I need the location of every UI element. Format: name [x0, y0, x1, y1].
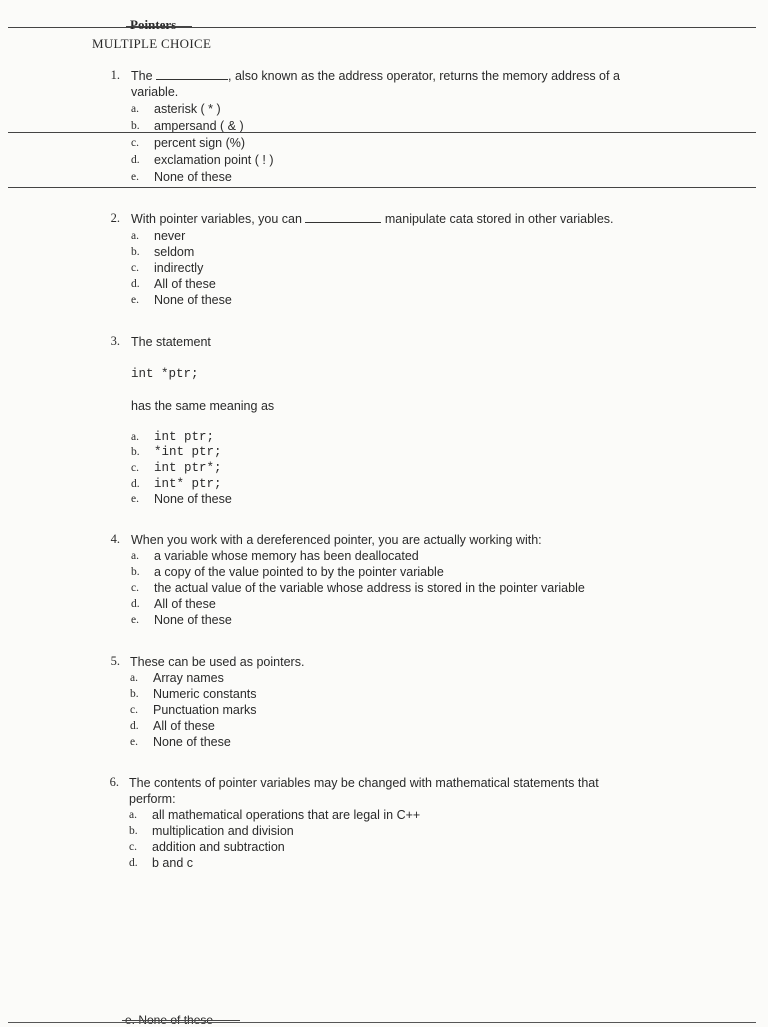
option-text: None of these [154, 613, 232, 627]
cutoff-option: e. None of these [125, 1013, 214, 1027]
option-code: int ptr*; [154, 461, 222, 475]
scan-line [8, 187, 756, 188]
scan-line [8, 132, 756, 133]
option-text: a variable whose memory has been deallocated [154, 549, 419, 563]
question-text-before: With pointer variables, you can [131, 212, 302, 226]
option-text: seldom [154, 245, 195, 259]
answer-blank [156, 68, 228, 80]
option-letter: b. [131, 246, 140, 258]
question-text-line2: perform: [129, 792, 176, 806]
title-strikethrough [126, 26, 192, 27]
option-letter: d. [130, 720, 139, 732]
option-letter: a. [129, 809, 137, 821]
option-text: Array names [153, 671, 224, 685]
question-text-2: has the same meaning as [131, 399, 275, 413]
option-text: All of these [154, 277, 216, 291]
option-text: Numeric constants [153, 687, 257, 701]
option-text: addition and subtraction [152, 840, 285, 854]
option-letter: c. [131, 262, 139, 274]
answer-blank [305, 211, 381, 223]
option-letter: d. [131, 598, 140, 610]
option-text: All of these [153, 719, 215, 733]
option-letter: a. [131, 103, 139, 115]
option-text: None of these [154, 293, 232, 307]
option-code: int* ptr; [154, 477, 222, 491]
option-letter: b. [131, 446, 140, 458]
option-letter: c. [131, 462, 139, 474]
option-letter: b. [130, 688, 139, 700]
option-letter: d. [131, 478, 140, 490]
option-letter: b. [131, 120, 140, 132]
question-text-line2: variable. [131, 85, 179, 99]
option-text: b and c [152, 856, 194, 870]
question-text: The contents of pointer variables may be changed with mathematical statements that [129, 776, 599, 790]
option-letter: b. [129, 825, 138, 837]
option-letter: a. [131, 230, 139, 242]
question-number: 5. [110, 654, 120, 668]
option-text: asterisk ( * ) [154, 102, 221, 116]
option-letter: e. [131, 493, 139, 505]
option-text: All of these [154, 597, 216, 611]
option-text: all mathematical operations that are legal in C++ [152, 808, 421, 822]
option-letter: e. [131, 614, 139, 626]
option-letter: a. [131, 550, 139, 562]
question-text-after: manipulate cata stored in other variables. [384, 212, 614, 226]
question-number: 2. [110, 211, 120, 225]
question-text: When you work with a dereferenced pointer, you are actually working with: [131, 533, 542, 547]
question-text [131, 68, 691, 84]
option-letter: d. [131, 278, 140, 290]
question-number: 6. [109, 775, 119, 789]
page-title: Pointers [130, 17, 177, 32]
section-heading: MULTIPLE CHOICE [92, 36, 212, 51]
option-text: a copy of the value pointed to by the pointer variable [154, 565, 444, 579]
option-text: exclamation point ( ! ) [154, 153, 274, 167]
option-text: multiplication and division [152, 824, 294, 838]
question-text-before: The [131, 69, 153, 83]
option-text: never [154, 229, 186, 243]
option-code: *int ptr; [154, 445, 222, 459]
option-letter: c. [130, 704, 138, 716]
option-letter: d. [129, 857, 138, 869]
question-text: The statement [131, 335, 211, 349]
option-text: percent sign (%) [154, 136, 246, 150]
option-text: None of these [154, 492, 232, 506]
option-letter: e. [131, 171, 139, 183]
bottom-rule [8, 1022, 756, 1023]
question-number: 4. [110, 532, 120, 546]
option-letter: c. [131, 582, 139, 594]
option-text: Punctuation marks [153, 703, 257, 717]
code-statement: int *ptr; [131, 367, 199, 381]
option-letter: a. [130, 672, 138, 684]
option-letter: b. [131, 566, 140, 578]
option-letter: a. [131, 431, 139, 443]
option-text: None of these [153, 735, 231, 749]
option-letter: d. [131, 154, 140, 166]
question-number: 1. [110, 68, 120, 82]
question-text: These can be used as pointers. [130, 655, 305, 669]
option-letter: e. [131, 294, 139, 306]
question-text [131, 211, 711, 227]
option-text: None of these [154, 170, 232, 184]
header-rule [8, 27, 756, 28]
option-letter: e. [130, 736, 138, 748]
option-letter: c. [129, 841, 137, 853]
option-code: int ptr; [154, 430, 215, 444]
footer-strikethrough [122, 1020, 240, 1021]
option-text: ampersand ( & ) [154, 119, 244, 133]
option-text: indirectly [154, 261, 204, 275]
option-text: the actual value of the variable whose address is stored in the pointer variable [154, 581, 585, 595]
question-number: 3. [110, 334, 120, 348]
option-letter: c. [131, 137, 139, 149]
question-text-after: , also known as the address operator, returns the memory address of a [228, 69, 620, 83]
